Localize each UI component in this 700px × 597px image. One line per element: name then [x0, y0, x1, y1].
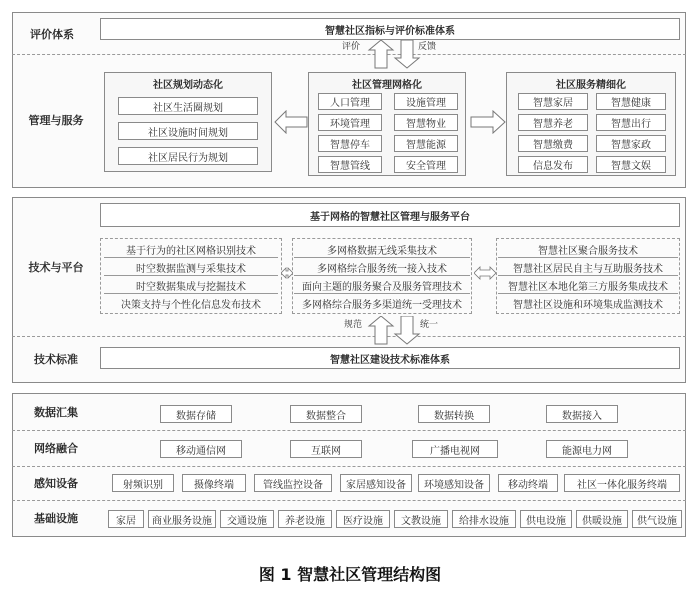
network-layer-label: 网络融合: [34, 442, 78, 455]
infra-layer-item: 供气设施: [632, 510, 682, 528]
service-item: 智慧文娱: [596, 156, 666, 173]
network-layer-item: 移动通信网: [160, 440, 242, 458]
standard-label: 技术标准: [34, 353, 78, 366]
service-item: 智慧养老: [518, 114, 588, 131]
tech-center-item: 多网格综合服务多渠道统一受理技术: [302, 300, 462, 311]
eval-arrow-label-left: 评价: [342, 42, 361, 52]
infra-layer-item: 供暖设施: [576, 510, 628, 528]
infra-layer-item: 文教设施: [394, 510, 448, 528]
infra-layer-item: 商业服务设施: [148, 510, 216, 528]
tech-right-item: 智慧社区本地化第三方服务集成技术: [498, 278, 678, 294]
bottom-divider-2: [12, 466, 686, 467]
platform-box: 基于网格的智慧社区管理与服务平台: [100, 203, 680, 227]
infra-layer-item: 医疗设施: [336, 510, 390, 528]
sensing-layer-label: 感知设备: [34, 477, 78, 490]
eval-standard-box: 智慧社区指标与评价标准体系: [100, 18, 680, 40]
tech-label: 技术与平台: [28, 261, 84, 274]
standard-box: 智慧社区建设技术标准体系: [100, 347, 680, 369]
bottom-divider-3: [12, 500, 686, 501]
arrow-to-planning-icon: [274, 110, 308, 134]
grid-item: 环境管理: [318, 114, 382, 131]
data-layer-label: 数据汇集: [34, 406, 78, 419]
network-layer-item: 互联网: [290, 440, 362, 458]
network-layer-item: 能源电力网: [546, 440, 628, 458]
planning-title: 社区规划动态化: [153, 80, 223, 91]
tech-left-item: 时空数据集成与挖掘技术: [104, 278, 278, 294]
grid-item: 设施管理: [394, 93, 458, 110]
tech-center-item: 面向主题的服务聚合及服务管理技术: [294, 278, 470, 294]
eval-arrow-label-right: 反馈: [418, 42, 437, 52]
infra-layer-item: 交通设施: [220, 510, 274, 528]
tech-right-item: 智慧社区聚合服务技术: [498, 242, 678, 258]
network-layer-item: 广播电视网: [412, 440, 498, 458]
management-label: 管理与服务: [28, 114, 84, 127]
service-item: 智慧家居: [518, 93, 588, 110]
sensing-layer-item: 管线监控设备: [254, 474, 332, 492]
data-layer-item: 数据整合: [290, 405, 362, 423]
service-item: 信息发布: [518, 156, 588, 173]
tech-left-item: 时空数据监测与采集技术: [104, 260, 278, 276]
grid-item: 智慧物业: [394, 114, 458, 131]
data-layer-item: 数据存储: [160, 405, 232, 423]
infra-layer-label: 基础设施: [34, 512, 78, 525]
tech-right-item: 智慧社区设施和环境集成监测技术: [513, 300, 663, 311]
standard-arrow-label-left: 规范: [344, 320, 363, 330]
figure-caption: 图 1 智慧社区管理结构图: [258, 565, 442, 584]
grid-item: 智慧能源: [394, 135, 458, 152]
bottom-divider-1: [12, 430, 686, 431]
tech-center-item: 多网格综合服务统一接入技术: [294, 260, 470, 276]
infra-layer-item: 给排水设施: [452, 510, 516, 528]
service-item: 智慧家政: [596, 135, 666, 152]
planning-item: 社区设施时间规划: [118, 122, 258, 140]
sensing-layer-item: 摄像终端: [182, 474, 246, 492]
top-divider: [12, 54, 686, 55]
standard-arrow-label-right: 统一: [420, 320, 439, 330]
service-item: 智慧健康: [596, 93, 666, 110]
infra-layer-item: 家居: [108, 510, 144, 528]
tech-right-item: 智慧社区居民自主与互助服务技术: [498, 260, 678, 276]
data-layer-item: 数据接入: [546, 405, 618, 423]
sensing-layer-item: 环境感知设备: [418, 474, 490, 492]
infra-layer-item: 养老设施: [278, 510, 332, 528]
grid-item: 智慧停车: [318, 135, 382, 152]
planning-item: 社区生活圈规划: [118, 97, 258, 115]
arrow-bidirectional-right-icon: [474, 266, 496, 280]
sensing-layer-item: 社区一体化服务终端: [564, 474, 680, 492]
tech-left-item: 基于行为的社区网格识别技术: [104, 242, 278, 258]
grid-item: 安全管理: [394, 156, 458, 173]
service-item: 智慧出行: [596, 114, 666, 131]
grid-item: 智慧管线: [318, 156, 382, 173]
infra-layer-item: 供电设施: [520, 510, 572, 528]
planning-item: 社区居民行为规划: [118, 147, 258, 165]
eval-label: 评价体系: [30, 28, 74, 41]
middle-divider: [12, 336, 686, 337]
grid-item: 人口管理: [318, 93, 382, 110]
sensing-layer-item: 家居感知设备: [340, 474, 412, 492]
sensing-layer-item: 射频识别: [112, 474, 174, 492]
service-item: 智慧缴费: [518, 135, 588, 152]
data-layer-item: 数据转换: [418, 405, 490, 423]
grid-title: 社区管理网格化: [352, 80, 422, 91]
tech-center-item: 多网格数据无线采集技术: [294, 242, 470, 258]
arrow-bidirectional-left-icon: [281, 266, 293, 280]
service-title: 社区服务精细化: [556, 80, 626, 91]
tech-left-item: 决策支持与个性化信息发布技术: [121, 300, 261, 311]
sensing-layer-item: 移动终端: [498, 474, 558, 492]
arrow-to-service-icon: [470, 110, 506, 134]
